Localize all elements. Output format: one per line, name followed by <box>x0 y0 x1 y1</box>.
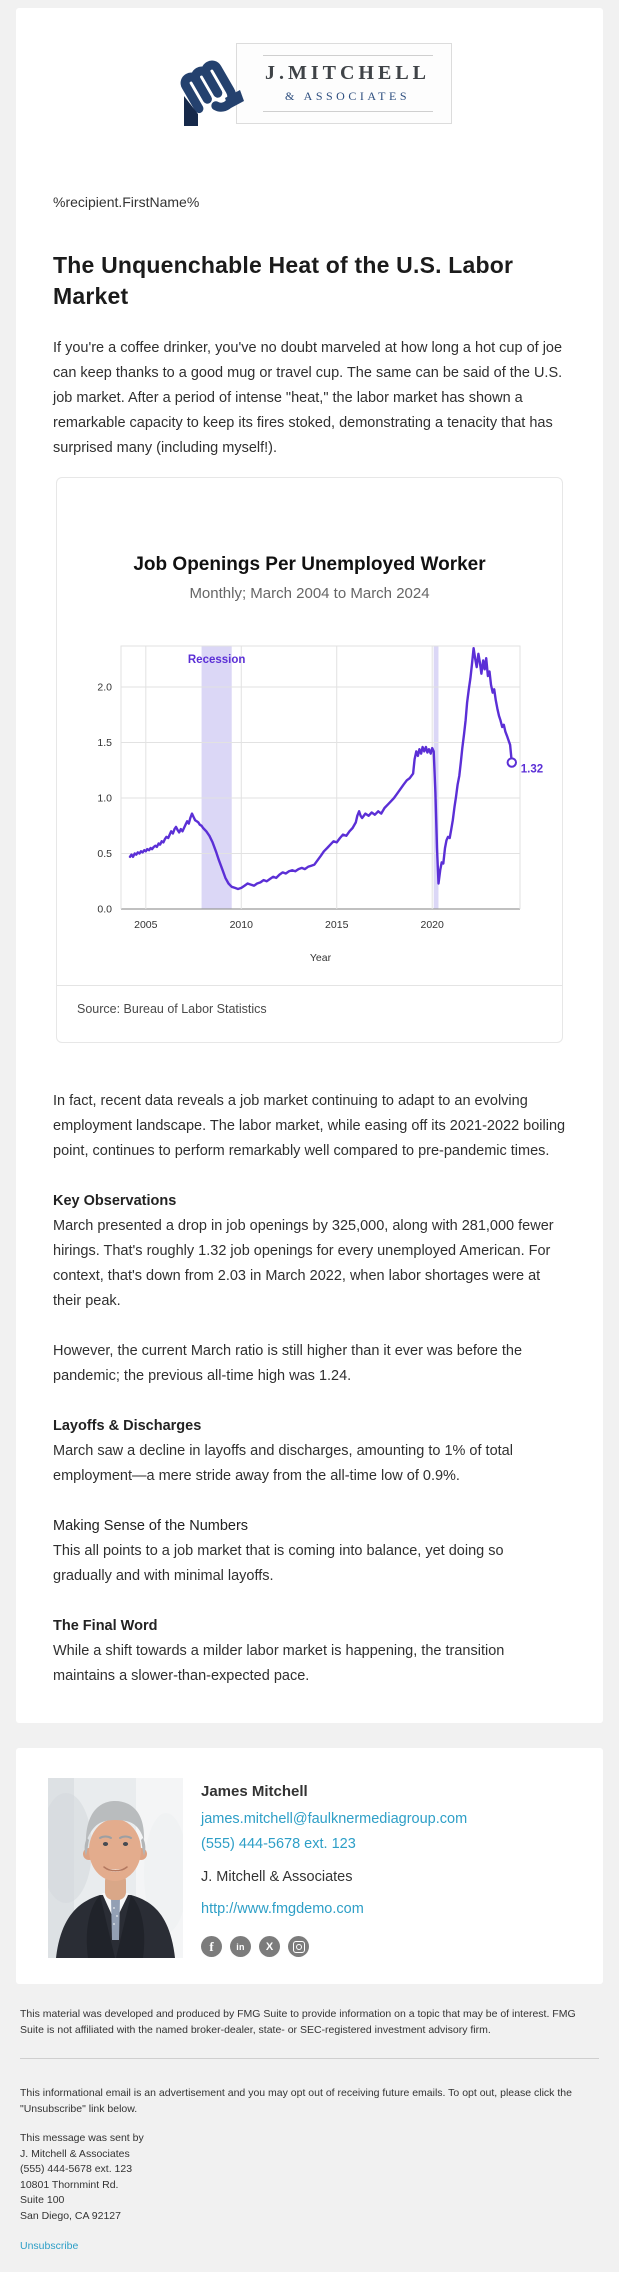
unsubscribe-link[interactable]: Unsubscribe <box>20 2240 79 2252</box>
section-heading: Making Sense of the Numbers <box>53 1518 249 1534</box>
footer-sender-line: This message was sent by <box>20 2132 144 2144</box>
y-tick-label: 1.5 <box>97 737 112 750</box>
y-tick-label: 1.0 <box>97 792 112 805</box>
x-tick-label: 2010 <box>229 919 253 931</box>
content-block <box>53 1414 566 1489</box>
footer <box>0 1984 619 2272</box>
section-text: In fact, recent data reveals a job market continuing to adapt to an evolving employment landscape. The labor market, while easing off its 2021-2022 boiling point, continues to perform remarkably well compared to pre-pandemic times. <box>53 1093 566 1159</box>
advisor-company: J. Mitchell & Associates <box>201 1869 353 1885</box>
x-tick-label: 2005 <box>134 919 158 931</box>
x-tick-label: 2020 <box>420 919 444 931</box>
advisor-name: James Mitchell <box>201 1783 308 1800</box>
instagram-glyph <box>293 1941 305 1953</box>
section-text: March saw a decline in layoffs and discharges, amounting to 1% of total employment—a mere stride away from the all-time low of 0.9%. <box>53 1443 513 1484</box>
footer-sender-line: 10801 Thornmint Rd. <box>20 2178 119 2191</box>
section-heading: The Final Word <box>53 1618 158 1634</box>
chart-subtitle: Monthly; March 2004 to March 2024 <box>189 585 430 602</box>
data-line <box>130 648 512 889</box>
main-content-card <box>16 8 603 1723</box>
company-name: J.MITCHELL <box>264 61 431 84</box>
signature-details <box>201 1778 467 1958</box>
section-text: This all points to a job market that is coming into balance, yet doing so gradually and with minimal layoffs. <box>53 1543 504 1584</box>
recession-label: Recession <box>187 654 246 666</box>
chart-card <box>56 477 563 1043</box>
signature-card <box>16 1748 603 1984</box>
x-axis-title: Year <box>309 952 332 964</box>
y-tick-label: 0.5 <box>97 848 112 861</box>
section-heading: Layoffs & Discharges <box>53 1418 202 1434</box>
social-icons-row <box>201 1936 467 1957</box>
instagram-lens <box>296 1944 302 1950</box>
content-block <box>53 1614 566 1689</box>
company-logo <box>38 40 581 126</box>
linkedin-icon[interactable] <box>230 1936 251 1957</box>
section-text: March presented a drop in job openings by 325,000, along with 281,000 fewer hirings. That's roughly 1.32 job openings for every unemployed American. For context, that's down from 2.03 in March 2022, when labor shortages were at their peak. <box>53 1218 554 1309</box>
footer-sender-line: San Diego, CA 92127 <box>20 2209 121 2222</box>
facebook-glyph: f <box>209 1938 214 1954</box>
end-point-marker <box>508 758 516 766</box>
content-block <box>53 1089 566 1164</box>
footer-sender-line: Suite 100 <box>20 2194 65 2206</box>
company-logo-icon <box>168 40 250 126</box>
chart-plot <box>57 616 562 977</box>
section-heading: Key Observations <box>53 1193 177 1209</box>
recipient-merge-tag: %recipient.FirstName% <box>53 194 200 210</box>
y-tick-label: 0.0 <box>97 903 112 916</box>
card-gap <box>0 1723 619 1748</box>
company-logo-text <box>236 43 452 124</box>
x-icon[interactable] <box>259 1936 280 1957</box>
recession-band <box>202 646 232 909</box>
instagram-icon[interactable] <box>288 1936 309 1957</box>
content-block <box>53 1514 566 1589</box>
article-title: The Unquenchable Heat of the U.S. Labor Market <box>53 252 514 309</box>
content-block <box>53 1339 566 1389</box>
advisor-email-link[interactable]: james.mitchell@faulknermediagroup.com <box>201 1811 468 1827</box>
chart-divider <box>57 985 562 986</box>
advisor-phone-link[interactable]: (555) 444-5678 ext. 123 <box>201 1836 356 1852</box>
section-text: While a shift towards a milder labor market is happening, the transition maintains a slower-than-expected pace. <box>53 1643 505 1684</box>
content-block <box>53 1189 566 1314</box>
footer-disclaimer-2: This informational email is an advertisement and you may opt out of receiving future emails. To opt out, please click the "Unsubscribe" link below. <box>20 2087 572 2115</box>
x-tick-label: 2015 <box>325 919 349 931</box>
chart-svg <box>57 616 595 972</box>
advisor-website-link[interactable]: http://www.fmgdemo.com <box>201 1901 364 1917</box>
facebook-icon[interactable] <box>201 1936 222 1957</box>
footer-disclaimer-1: This material was developed and produced by FMG Suite to provide information on a topic that may be of interest. FMG Suite is not affiliated with the named broker-dealer, state- or SEC-registered investment advisory firm. <box>20 2008 576 2036</box>
footer-sender-line: (555) 444-5678 ext. 123 <box>20 2163 133 2175</box>
article-blocks <box>53 1089 566 1689</box>
advisor-photo <box>48 1778 183 1958</box>
chart-source: Source: Bureau of Labor Statistics <box>77 1002 267 1016</box>
y-tick-label: 2.0 <box>97 681 112 694</box>
chart-title: Job Openings Per Unemployed Worker <box>133 554 486 575</box>
linkedin-glyph: in <box>236 1941 245 1952</box>
logo-rule-bottom <box>263 111 433 112</box>
section-text: However, the current March ratio is still higher than it ever was before the pandemic; the previous all-time high was 1.24. <box>53 1343 523 1384</box>
footer-sender-line: J. Mitchell & Associates <box>20 2147 130 2160</box>
logo-rule-top <box>263 55 433 56</box>
footer-divider <box>20 2058 599 2059</box>
article-intro: If you're a coffee drinker, you've no doubt marveled at how long a hot cup of joe can keep thanks to a good mug or travel cup. The same can be said of the U.S. job market. After a period of intense "heat," the labor market has shown a remarkable capacity to keep its fires stoked, demonstrating a tenacity that has surprised many (including myself!). <box>53 340 563 456</box>
x-glyph: X <box>265 1940 274 1953</box>
end-point-label: 1.32 <box>520 763 544 776</box>
footer-sender-block <box>20 2131 599 2224</box>
company-subname: & ASSOCIATES <box>284 88 411 103</box>
